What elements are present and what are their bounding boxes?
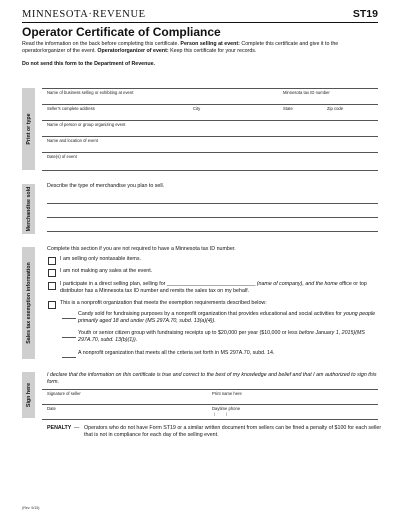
field-rule	[42, 120, 378, 121]
page-title: Operator Certificate of Compliance	[22, 25, 221, 39]
business-name-label: Name of business selling or exhibiting at event	[47, 90, 134, 95]
direct-selling-label: I participate in a direct selling plan, selling for ______________________________ (name of company), and the home office or top distributor has a Minnesota tax ID number and remits the sales tax on my behalf.	[60, 281, 367, 295]
section-top-rule	[42, 88, 378, 89]
merchandise-prompt: Describe the type of merchandise you plan to sell.	[47, 183, 165, 189]
candy-blank[interactable]	[62, 318, 76, 319]
field-rule	[42, 136, 378, 137]
zip-label: Zip code	[327, 106, 344, 111]
merchandise-line[interactable]	[47, 231, 378, 232]
side-label-sign: Sign here	[22, 372, 35, 418]
event-dates-label: Date(s) of event	[47, 154, 77, 159]
field-rule	[42, 419, 378, 420]
field-rule	[42, 152, 378, 153]
exemption-prompt: Complete this section if you are not required to have a Minnesota tax ID number.	[47, 246, 236, 252]
daytime-phone-label: Daytime phone	[212, 406, 241, 411]
company-name-blank[interactable]: ______________________________	[166, 281, 256, 287]
no-sales-checkbox[interactable]	[48, 269, 56, 277]
field-rule	[42, 389, 378, 390]
city-label: City	[193, 106, 201, 111]
tax-id-label: Minnesota tax ID number	[283, 90, 330, 95]
nontaxable-checkbox[interactable]	[48, 257, 56, 265]
declaration-text: I declare that the information on this certificate is true and correct to the best of my knowledge and belief and that I am authorized to sign this form.	[47, 372, 377, 386]
organizer-label: Name of person or group organizing event	[47, 122, 126, 127]
no-sales-label: I am not making any sales at the event.	[60, 268, 153, 274]
nonprofit-criteria-label: A nonprofit organization that meets all the criteria set forth in MS 297A.70, subd. 14.	[78, 350, 275, 356]
do-not-send-notice: Do not send this form to the Department of Revenue.	[22, 61, 156, 67]
penalty-dash: —	[74, 425, 80, 431]
seller-address-label: Seller's complete address	[47, 106, 95, 111]
nonprofit-label: This is a nonprofit organization that meets the exemption requirements described below:	[60, 300, 267, 306]
nonprofit-criteria-blank[interactable]	[62, 357, 76, 358]
merchandise-line[interactable]	[47, 203, 378, 204]
nonprofit-checkbox[interactable]	[48, 301, 56, 309]
nontaxable-label: I am selling only nontaxable items.	[60, 256, 141, 262]
side-label-print: Print or type	[22, 88, 35, 170]
youth-senior-blank[interactable]	[62, 337, 76, 338]
youth-senior-label: Youth or senior citizen group with fundraising receipts up to $20,000 per year ($10,000 or less before January 1, 2015)(MS 297A.70, subd. 13(b)(1)).	[78, 330, 365, 344]
field-rule	[42, 170, 378, 171]
form-number: ST19	[352, 8, 378, 20]
candy-label: Candy sold for fundraising purposes by a nonprofit organization that provides educational and social activities for young people primarily aged 18 and under (MS 297A.70, subd. 13(a)(4)).	[78, 311, 376, 325]
direct-selling-checkbox[interactable]	[48, 282, 56, 290]
merchandise-line[interactable]	[47, 217, 378, 218]
brand-logo: MINNESOTA·REVENUE	[22, 9, 146, 20]
phone-area-close: )	[226, 412, 228, 416]
header-rule	[22, 22, 378, 23]
side-label-merchandise: Merchandise sold	[22, 184, 35, 234]
intro-text: Read the information on the back before completing this certificate. Person selling at event: Complete this certificate and give it to the operator/organizer of the event. Operator/organizer of event: Keep this certificate for your records.	[22, 41, 339, 55]
print-name-label: Print name here	[212, 391, 242, 396]
signature-label: Signature of seller	[47, 391, 81, 396]
phone-area-open: (	[214, 412, 216, 416]
field-rule	[42, 104, 378, 105]
date-label: Date	[47, 406, 56, 411]
revision-date: (Rev. 5/15)	[22, 506, 40, 510]
state-label: State	[283, 106, 293, 111]
penalty-label: PENALTY	[47, 425, 72, 431]
field-rule	[42, 404, 378, 405]
side-label-exemption: Sales tax exemption information	[22, 247, 35, 359]
event-location-label: Name and location of event	[47, 138, 98, 143]
penalty-text: Operators who do not have Form ST19 or a similar written document from sellers can be fined a penalty of $100 for each seller that is not in compliance for each day of the selling event.	[84, 425, 382, 439]
